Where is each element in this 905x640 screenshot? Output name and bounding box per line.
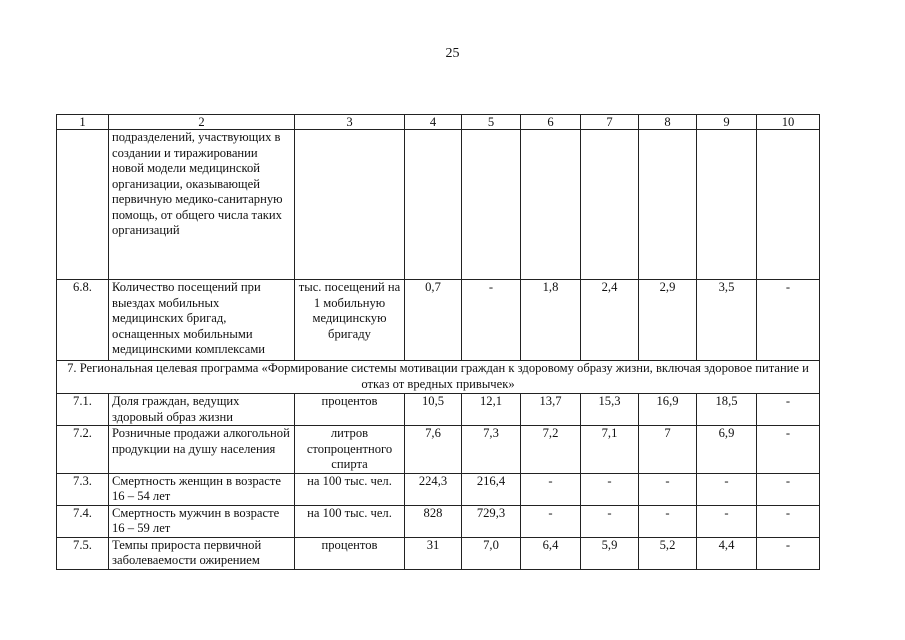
- header-cell: 1: [57, 115, 109, 130]
- value-cell: -: [757, 537, 820, 569]
- value-cell: [757, 130, 820, 280]
- indicators-table: [56, 114, 820, 570]
- unit-cell: литров стопроцентного спирта: [295, 426, 405, 474]
- value-cell: -: [521, 505, 581, 537]
- value-cell: 31: [405, 537, 462, 569]
- indicator-name-cell: Смертность мужчин в возрасте 16 – 59 лет: [109, 505, 295, 537]
- header-row: [57, 115, 820, 130]
- header-cell: 3: [295, 115, 405, 130]
- indicator-name-cell: Розничные продажи алкогольной продукции на душу населения: [109, 426, 295, 474]
- value-cell: 2,9: [639, 280, 697, 361]
- value-cell: 3,5: [697, 280, 757, 361]
- row-number-cell: 6.8.: [57, 280, 109, 361]
- value-cell: 6,9: [697, 426, 757, 474]
- value-cell: -: [639, 473, 697, 505]
- header-cell: 10: [757, 115, 820, 130]
- value-cell: 7,6: [405, 426, 462, 474]
- value-cell: 15,3: [581, 394, 639, 426]
- unit-cell: процентов: [295, 394, 405, 426]
- table-row: [57, 537, 820, 569]
- unit-cell: тыс. посещений на 1 мобильную медицинскую бригаду: [295, 280, 405, 361]
- value-cell: -: [581, 505, 639, 537]
- value-cell: 7,3: [462, 426, 521, 474]
- value-cell: 12,1: [462, 394, 521, 426]
- value-cell: 7,1: [581, 426, 639, 474]
- value-cell: -: [757, 473, 820, 505]
- value-cell: -: [462, 280, 521, 361]
- indicator-name-cell: Смертность женщин в возрасте 16 – 54 лет: [109, 473, 295, 505]
- header-cell: 2: [109, 115, 295, 130]
- value-cell: -: [581, 473, 639, 505]
- value-cell: [697, 130, 757, 280]
- page-number: 25: [445, 46, 460, 61]
- value-cell: -: [757, 426, 820, 474]
- table-row: [57, 473, 820, 505]
- value-cell: 729,3: [462, 505, 521, 537]
- value-cell: -: [639, 505, 697, 537]
- value-cell: 7,2: [521, 426, 581, 474]
- value-cell: [639, 130, 697, 280]
- indicator-name-cell: Количество посещений при выездах мобильных медицинских бригад, оснащенных мобильными медицинскими комплексами: [109, 280, 295, 361]
- indicator-name-cell: Темпы прироста первичной заболеваемости ожирением: [109, 537, 295, 569]
- header-cell: 6: [521, 115, 581, 130]
- header-cell: 8: [639, 115, 697, 130]
- value-cell: 7: [639, 426, 697, 474]
- value-cell: 6,4: [521, 537, 581, 569]
- value-cell: 5,2: [639, 537, 697, 569]
- table-row: [57, 280, 820, 361]
- value-cell: 0,7: [405, 280, 462, 361]
- value-cell: 13,7: [521, 394, 581, 426]
- value-cell: -: [697, 473, 757, 505]
- value-cell: 1,8: [521, 280, 581, 361]
- row-number-cell: 7.5.: [57, 537, 109, 569]
- value-cell: 16,9: [639, 394, 697, 426]
- value-cell: 2,4: [581, 280, 639, 361]
- value-cell: 4,4: [697, 537, 757, 569]
- unit-cell: процентов: [295, 537, 405, 569]
- header-cell: 4: [405, 115, 462, 130]
- row-number-cell: 7.1.: [57, 394, 109, 426]
- value-cell: -: [757, 394, 820, 426]
- indicator-name-cell: подразделений, участвующих в создании и тиражировании новой модели медицинской организации, оказывающей первичную медико-санитарную помощь, от общего числа таких организаций: [109, 130, 295, 280]
- header-cell: 5: [462, 115, 521, 130]
- row-number-cell: 7.2.: [57, 426, 109, 474]
- value-cell: 216,4: [462, 473, 521, 505]
- value-cell: 10,5: [405, 394, 462, 426]
- value-cell: 5,9: [581, 537, 639, 569]
- value-cell: [521, 130, 581, 280]
- value-cell: [581, 130, 639, 280]
- table-row: [57, 505, 820, 537]
- header-cell: 9: [697, 115, 757, 130]
- value-cell: -: [697, 505, 757, 537]
- value-cell: 828: [405, 505, 462, 537]
- table-row-continuation: [57, 130, 820, 280]
- row-number-cell: [57, 130, 109, 280]
- row-number-cell: 7.4.: [57, 505, 109, 537]
- value-cell: 7,0: [462, 537, 521, 569]
- table-row: [57, 394, 820, 426]
- header-cell: 7: [581, 115, 639, 130]
- value-cell: -: [757, 505, 820, 537]
- unit-cell: на 100 тыс. чел.: [295, 505, 405, 537]
- value-cell: -: [757, 280, 820, 361]
- unit-cell: на 100 тыс. чел.: [295, 473, 405, 505]
- value-cell: 18,5: [697, 394, 757, 426]
- section-header-row: [57, 361, 820, 394]
- unit-cell: [295, 130, 405, 280]
- value-cell: 224,3: [405, 473, 462, 505]
- value-cell: -: [521, 473, 581, 505]
- indicator-name-cell: Доля граждан, ведущих здоровый образ жизни: [109, 394, 295, 426]
- value-cell: [405, 130, 462, 280]
- section-title: 7. Региональная целевая программа «Формирование системы мотивации граждан к здоровому образу жизни, включая здоровое питание и отказ от вредных привычек»: [57, 361, 820, 394]
- row-number-cell: 7.3.: [57, 473, 109, 505]
- value-cell: [462, 130, 521, 280]
- table-row: [57, 426, 820, 474]
